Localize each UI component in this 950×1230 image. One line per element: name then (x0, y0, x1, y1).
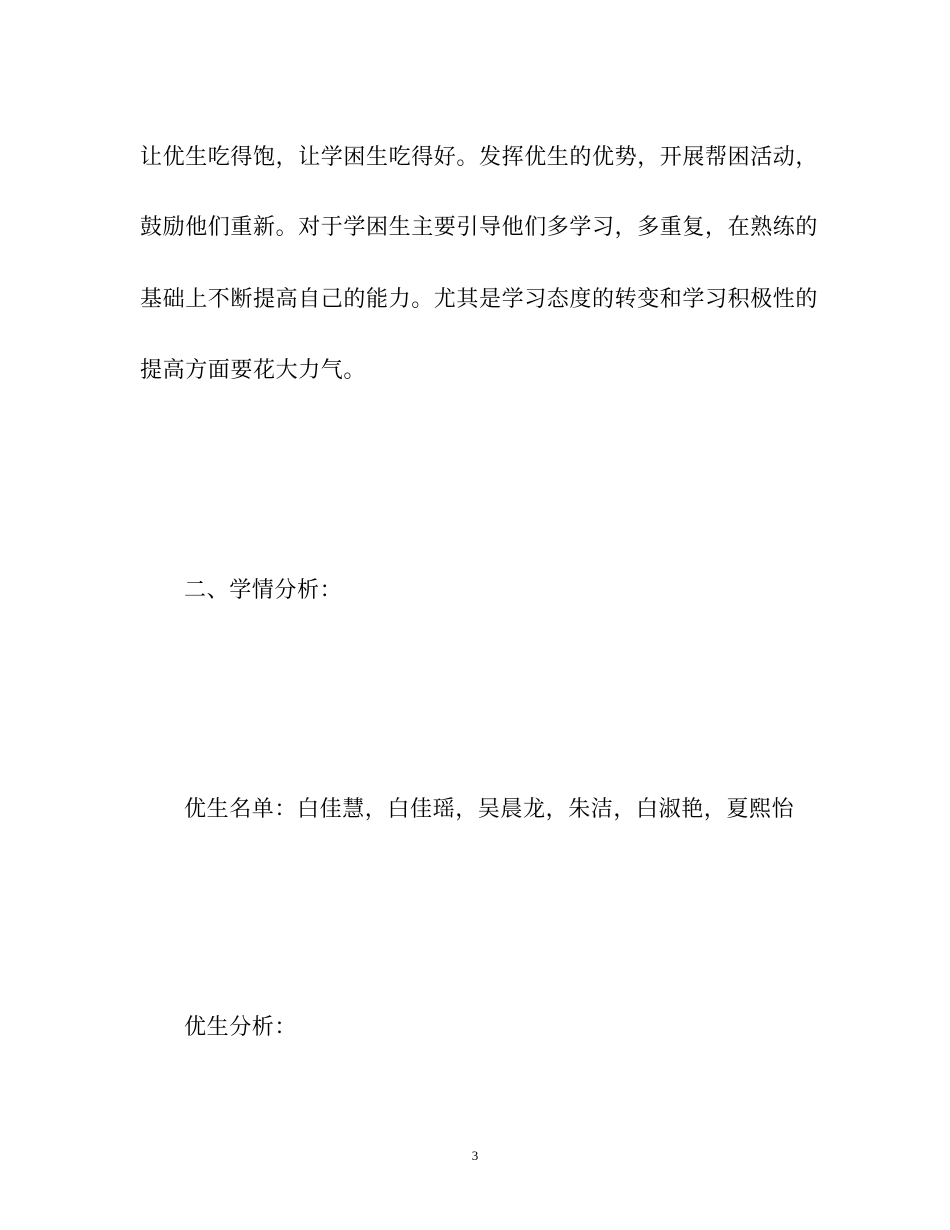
top-students-analysis-heading: 优生分析： (184, 1015, 298, 1040)
top-students-list: 优生名单：白佳慧，白佳瑶，吴晨龙，朱洁，白淑艳，夏熙怡 (184, 797, 795, 822)
paragraph-line-4: 提高方面要花大力气。 (140, 358, 367, 383)
paragraph-line-3: 基础上不断提高自己的能力。尤其是学习态度的转变和学习积极性的 (140, 287, 819, 312)
section-heading: 二、学情分析： (184, 578, 343, 603)
page-number: 3 (471, 1148, 479, 1163)
paragraph-line-1: 让优生吃得饱，让学困生吃得好。发挥优生的优势，开展帮困活动， (140, 145, 819, 170)
paragraph-line-2: 鼓励他们重新。对于学困生主要引导他们多学习，多重复，在熟练的 (140, 215, 819, 240)
